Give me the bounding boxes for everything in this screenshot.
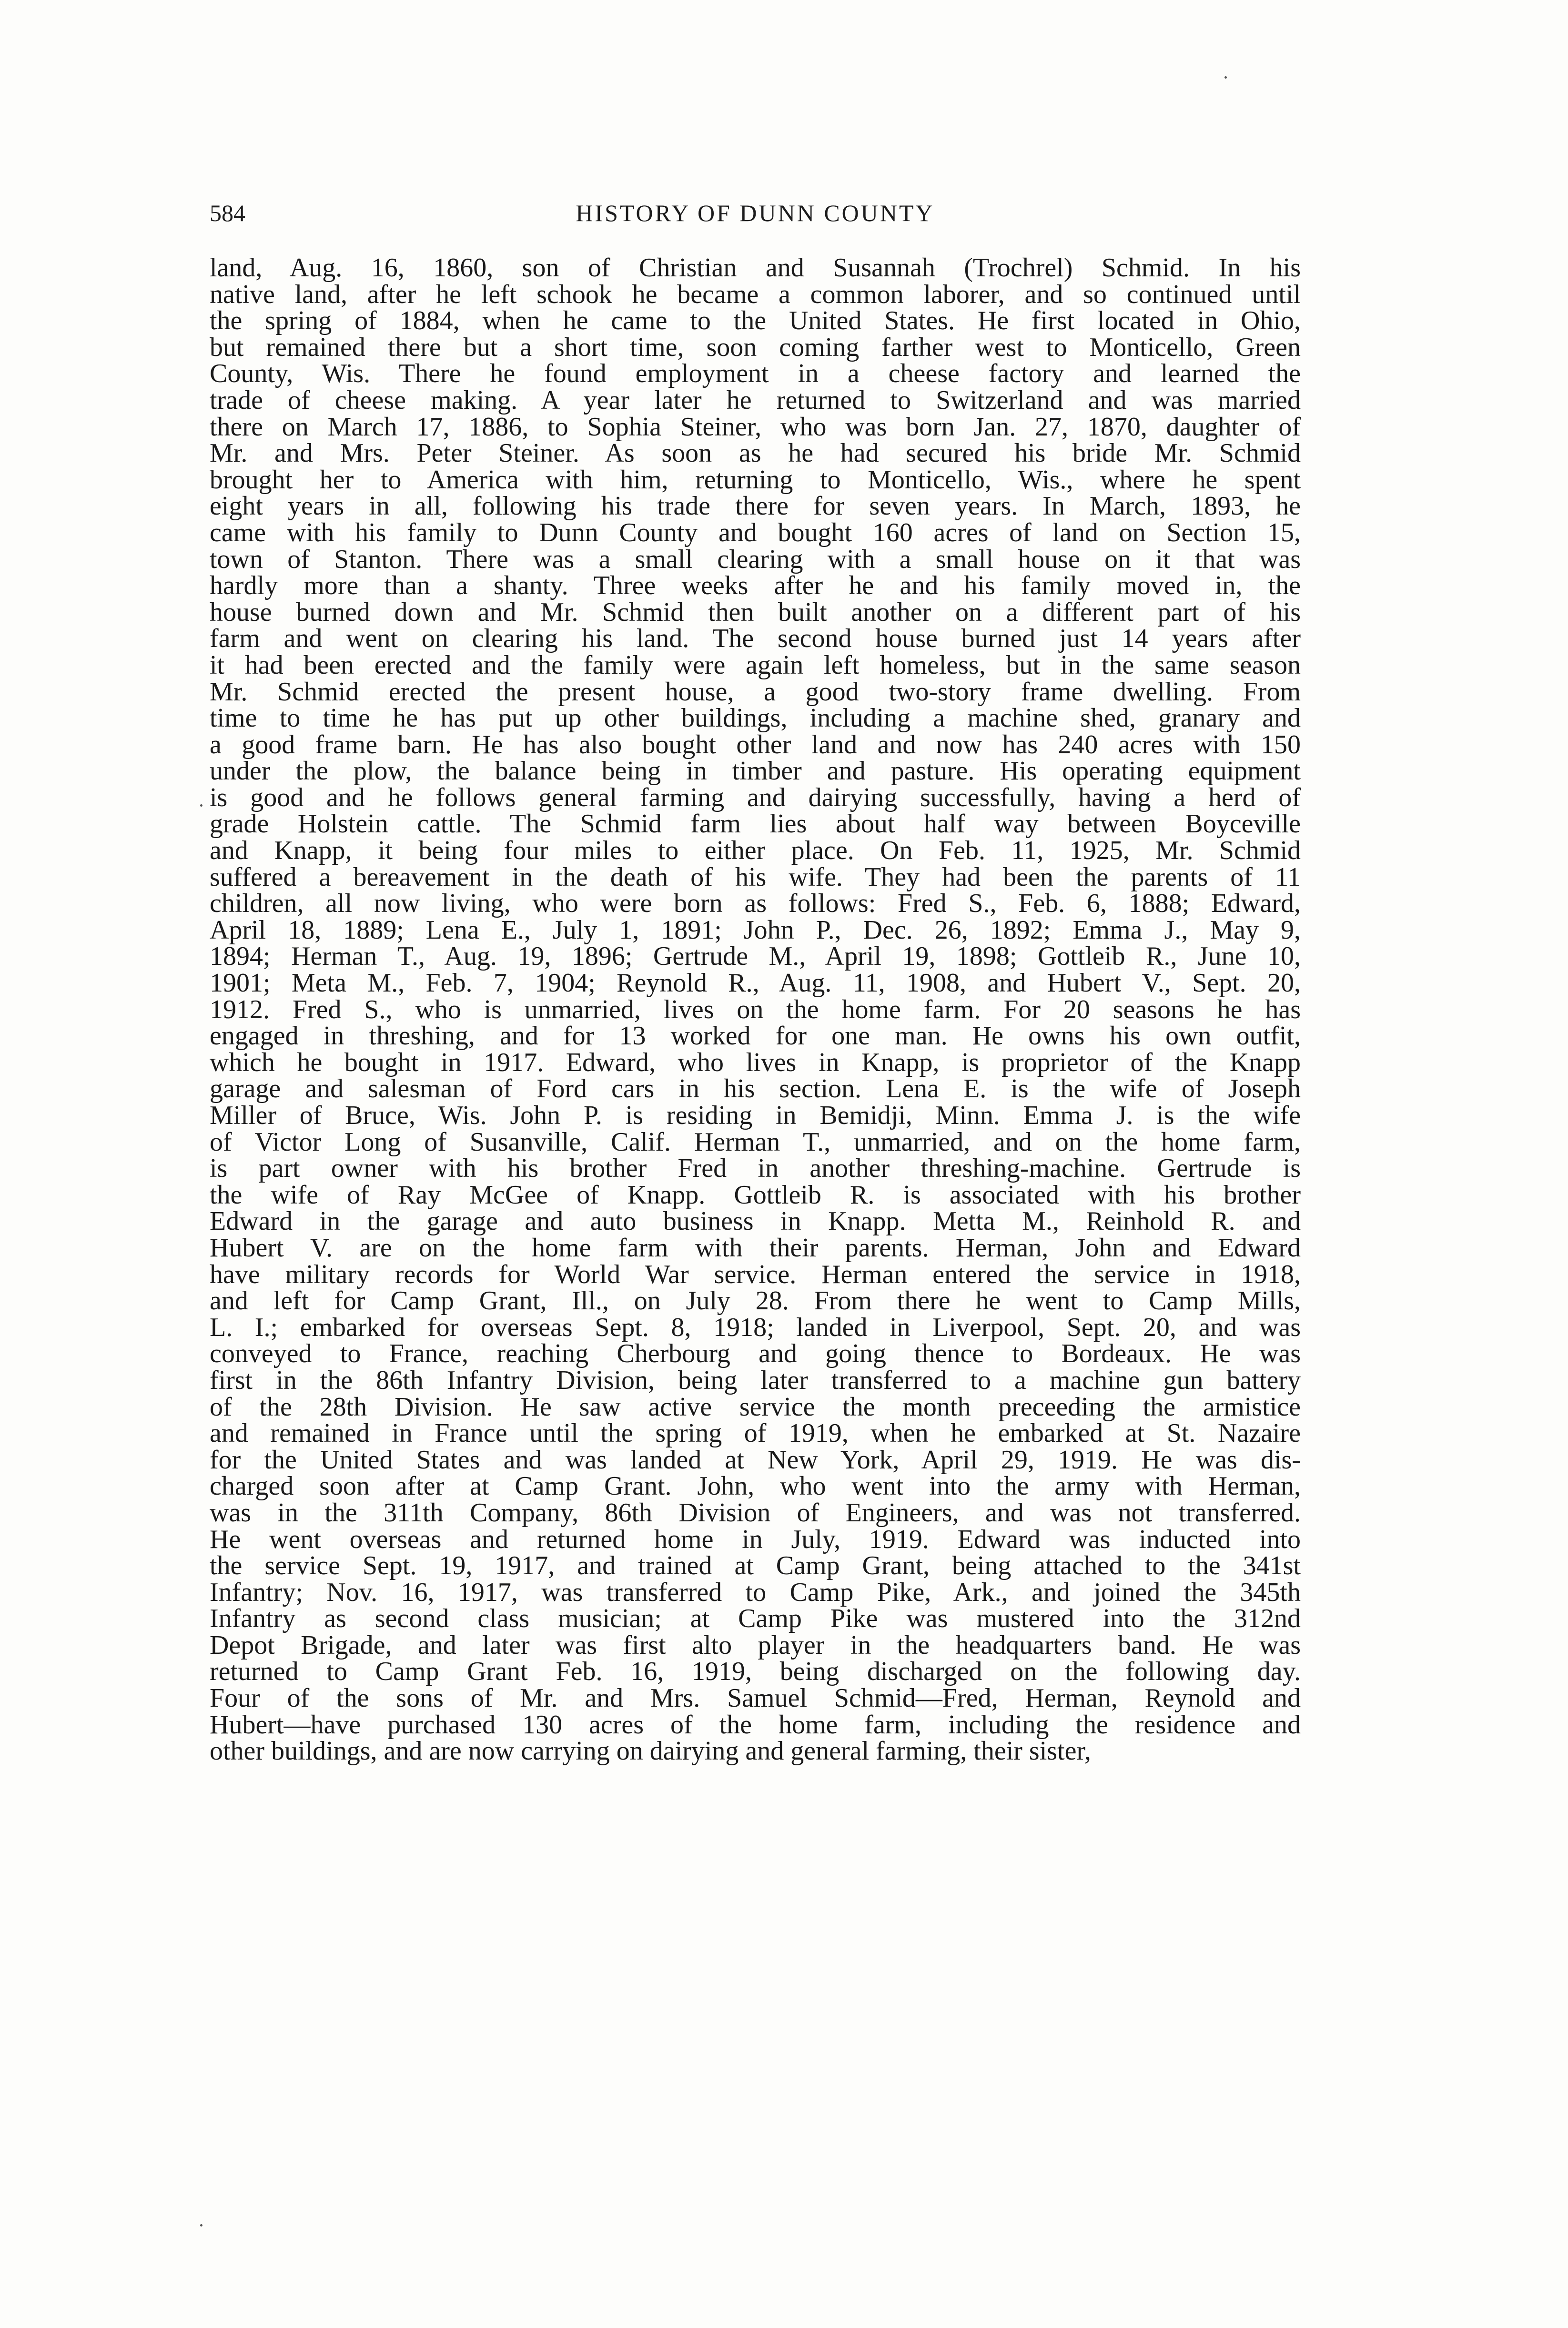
text-line: was in the 311th Company, 86th Division of Engineers, and was not transferred. bbox=[210, 1498, 1301, 1528]
text-line: Four of the sons of Mr. and Mrs. Samuel Schmid—Fred, Herman, Reynold and bbox=[210, 1683, 1301, 1713]
text-line: Hubert—have purchased 130 acres of the home farm, including the residence and bbox=[210, 1710, 1301, 1740]
text-line: L. I.; embarked for overseas Sept. 8, 1918; landed in Liverpool, Sept. 20, and was bbox=[210, 1312, 1301, 1342]
text-line: town of Stanton. There was a small clearing with a small house on it that was bbox=[210, 544, 1301, 574]
text-line: Edward in the garage and auto business in Knapp. Metta M., Reinhold R. and bbox=[210, 1206, 1301, 1236]
text-line: first in the 86th Infantry Division, being later transferred to a machine gun battery bbox=[210, 1365, 1301, 1395]
text-line: the wife of Ray McGee of Knapp. Gottleib R. is associated with his brother bbox=[210, 1180, 1301, 1210]
text-line: 1912. Fred S., who is unmarried, lives on the home farm. For 20 seasons he has bbox=[210, 994, 1301, 1024]
text-line: of Victor Long of Susanville, Calif. Herman T., unmarried, and on the home farm, bbox=[210, 1127, 1301, 1157]
text-line: eight years in all, following his trade there for seven years. In March, 1893, he bbox=[210, 491, 1301, 521]
text-line: charged soon after at Camp Grant. John, who went into the army with Herman, bbox=[210, 1471, 1301, 1501]
text-line: County, Wis. There he found employment in a cheese factory and learned the bbox=[210, 359, 1301, 389]
text-line: garage and salesman of Ford cars in his section. Lena E. is the wife of Joseph bbox=[210, 1074, 1301, 1104]
text-line: have military records for World War service. Herman entered the service in 1918, bbox=[210, 1259, 1301, 1289]
text-line: returned to Camp Grant Feb. 16, 1919, being discharged on the following day. bbox=[210, 1657, 1301, 1687]
text-line: engaged in threshing, and for 13 worked for one man. He owns his own outfit, bbox=[210, 1021, 1301, 1051]
body-paragraph bbox=[210, 255, 1301, 1765]
text-line: which he bought in 1917. Edward, who lives in Knapp, is proprietor of the Knapp bbox=[210, 1047, 1301, 1077]
paper-speck bbox=[200, 2224, 202, 2227]
text-line: under the plow, the balance being in timber and pasture. His operating equipment bbox=[210, 756, 1301, 786]
text-line: brought her to America with him, returning to Monticello, Wis., where he spent bbox=[210, 465, 1301, 495]
text-line: Mr. Schmid erected the present house, a good two-story frame dwelling. From bbox=[210, 677, 1301, 707]
text-line: land, Aug. 16, 1860, son of Christian and Susannah (Trochrel) Schmid. In his bbox=[210, 253, 1301, 283]
running-title: HISTORY OF DUNN COUNTY bbox=[576, 200, 935, 226]
text-line: suffered a bereavement in the death of his wife. They had been the parents of 11 bbox=[210, 862, 1301, 892]
paper-speck bbox=[200, 804, 202, 807]
text-line: and remained in France until the spring of 1919, when he embarked at St. Nazaire bbox=[210, 1418, 1301, 1448]
text-line: house burned down and Mr. Schmid then built another on a different part of his bbox=[210, 597, 1301, 627]
text-line: Infantry as second class musician; at Camp Pike was mustered into the 312nd bbox=[210, 1604, 1301, 1634]
text-line: is good and he follows general farming and dairying successfully, having a herd of bbox=[210, 782, 1301, 812]
text-line: and Knapp, it being four miles to either place. On Feb. 11, 1925, Mr. Schmid bbox=[210, 836, 1301, 866]
text-line: it had been erected and the family were again left homeless, but in the same season bbox=[210, 650, 1301, 680]
text-line: the spring of 1884, when he came to the United States. He first located in Ohio, bbox=[210, 306, 1301, 336]
text-line: other buildings, and are now carrying on dairying and general farming, their sister, bbox=[210, 1736, 1091, 1766]
text-line: the service Sept. 19, 1917, and trained at Camp Grant, being attached to the 341st bbox=[210, 1551, 1301, 1581]
text-line: native land, after he left schook he became a common laborer, and so continued until bbox=[210, 279, 1301, 309]
text-line: children, all now living, who were born as follows: Fred S., Feb. 6, 1888; Edward, bbox=[210, 889, 1301, 919]
text-line: Miller of Bruce, Wis. John P. is residing in Bemidji, Minn. Emma J. is the wife bbox=[210, 1101, 1301, 1130]
text-line: trade of cheese making. A year later he returned to Switzerland and was married bbox=[210, 385, 1301, 415]
text-line: is part owner with his brother Fred in another threshing-machine. Gertrude is bbox=[210, 1154, 1301, 1184]
text-line: conveyed to France, reaching Cherbourg and going thence to Bordeaux. He was bbox=[210, 1339, 1301, 1369]
text-line: 1894; Herman T., Aug. 19, 1896; Gertrude M., April 19, 1898; Gottleib R., June 10, bbox=[210, 941, 1301, 972]
page-header bbox=[210, 199, 1301, 237]
text-line: time to time he has put up other buildings, including a machine shed, granary and bbox=[210, 703, 1301, 733]
text-line: farm and went on clearing his land. The second house burned just 14 years after bbox=[210, 624, 1301, 654]
text-line: April 18, 1889; Lena E., July 1, 1891; John P., Dec. 26, 1892; Emma J., May 9, bbox=[210, 915, 1301, 945]
text-line: hardly more than a shanty. Three weeks after he and his family moved in, the bbox=[210, 571, 1301, 601]
text-line: Mr. and Mrs. Peter Steiner. As soon as he had secured his bride Mr. Schmid bbox=[210, 438, 1301, 468]
text-line: of the 28th Division. He saw active service the month preceeding the armistice bbox=[210, 1392, 1301, 1422]
text-line: Infantry; Nov. 16, 1917, was transferred to Camp Pike, Ark., and joined the 345th bbox=[210, 1577, 1301, 1607]
text-line: and left for Camp Grant, Ill., on July 28. From there he went to Camp Mills, bbox=[210, 1286, 1301, 1316]
text-line: Hubert V. are on the home farm with their parents. Herman, John and Edward bbox=[210, 1233, 1301, 1263]
text-line: Depot Brigade, and later was first alto player in the headquarters band. He was bbox=[210, 1630, 1301, 1660]
text-line: for the United States and was landed at New York, April 29, 1919. He was dis- bbox=[210, 1445, 1301, 1475]
text-line: came with his family to Dunn County and bought 160 acres of land on Section 15, bbox=[210, 517, 1301, 547]
text-line: He went overseas and returned home in July, 1919. Edward was inducted into bbox=[210, 1524, 1301, 1554]
text-line: there on March 17, 1886, to Sophia Steiner, who was born Jan. 27, 1870, daughter of bbox=[210, 412, 1301, 442]
text-line: a good frame barn. He has also bought other land and now has 240 acres with 150 bbox=[210, 729, 1301, 759]
page-number: 584 bbox=[210, 200, 245, 226]
text-line: but remained there but a short time, soon coming farther west to Monticello, Green bbox=[210, 332, 1301, 362]
text-line: 1901; Meta M., Feb. 7, 1904; Reynold R., Aug. 11, 1908, and Hubert V., Sept. 20, bbox=[210, 968, 1301, 998]
text-line: grade Holstein cattle. The Schmid farm lies about half way between Boyceville bbox=[210, 809, 1301, 839]
paper-speck bbox=[1224, 76, 1227, 79]
